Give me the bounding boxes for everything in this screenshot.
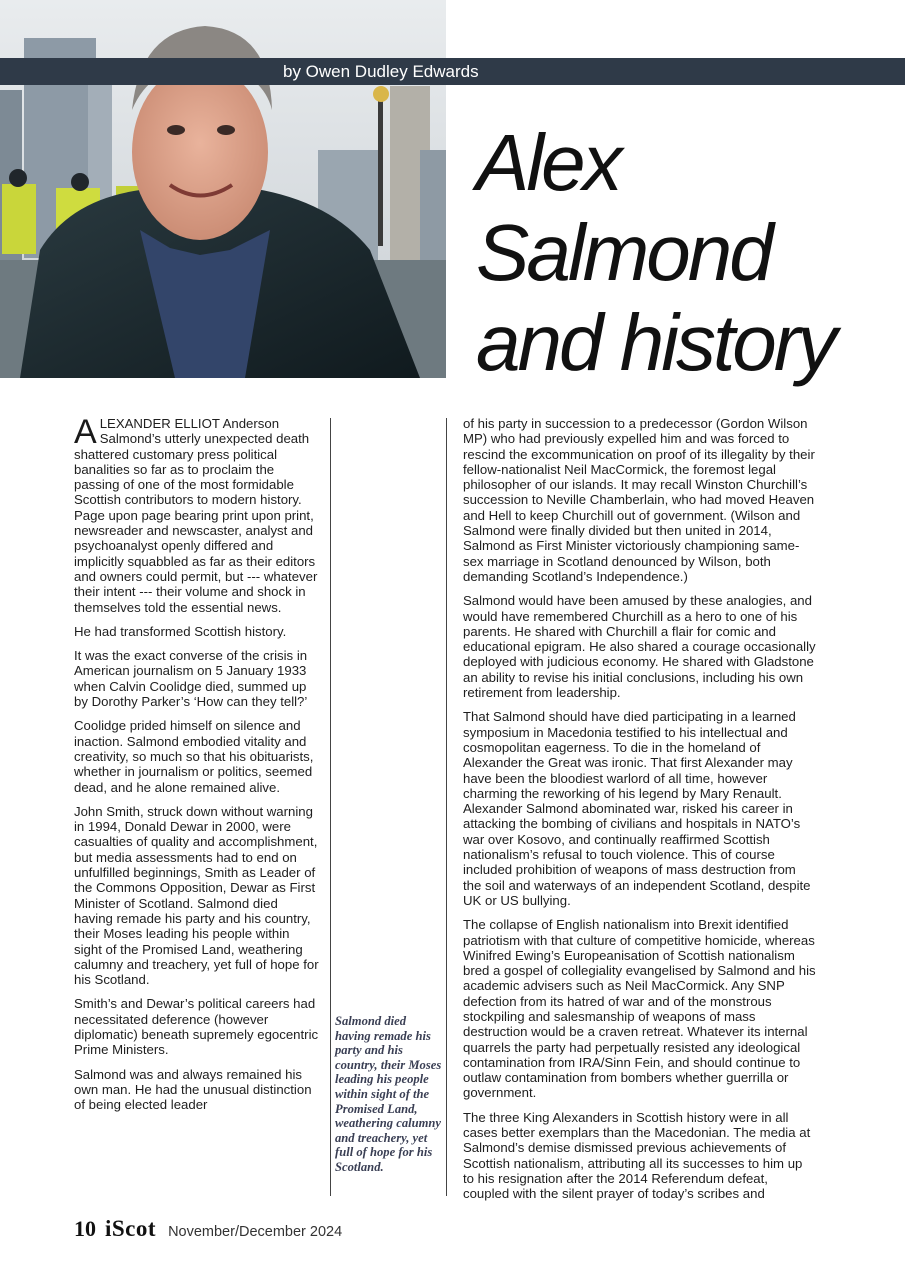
page-footer	[74, 1216, 342, 1244]
paragraph: Coolidge prided himself on silence and inaction. Salmond embodied vitality and creativity, so much so that his obituarists, whether in journalism or politics, seemed dead, and he alone remained alive.	[74, 718, 314, 795]
headline	[476, 118, 896, 388]
paragraph: He had transformed Scottish history.	[74, 623, 287, 639]
portrait-illustration	[0, 0, 446, 378]
portrait-photo	[0, 0, 446, 378]
body-column-left	[74, 413, 320, 1121]
paragraph: That Salmond should have died participating in a learned symposium in Macedonia testified to his intellectual and cosmopolitan eagerness. To die in the homeland of Alexander the Great was ironic. That first Alexander may have been the bloodiest warlord of all time, however charming the reworking of his legend by Mary Renault. Alexander Salmond abominated war, risked his career in attacking the bombing of civilians and hospitals in NATO’s war over Kosovo, and continually reaffirmed Scottish nationalism’s refusal to touch violence. This of course included prohibition of weapons of mass destruction from the soil and waterways of an independent Scotland, despite UK or US bullying.	[463, 709, 811, 908]
paragraph: Smith’s and Dewar’s political careers had necessitated deference (however diplomatic) beneath supremely egocentric Prime Ministers.	[74, 996, 319, 1058]
pull-quote: Salmond died having remade his party and his country, their Moses leading his people within sight of the Promised Land, weathering calumny and treachery, yet full of hope for his Scotland.	[335, 1014, 442, 1174]
headline-line-3: and history	[476, 298, 835, 387]
paragraph: John Smith, struck down without warning in 1994, Donald Dewar in 2000, were casualties of quality and accomplishment, but media assessments had to end on unfulfilled beginnings, Smith as Leader of the Commons Opposition, Dewar as First Minister of Scotland. Salmond died having remade his party and his country, their Moses leading his people within sight of the Promised Land, weathering calumny and treachery, yet full of hope for his Scotland.	[74, 803, 319, 988]
paragraph: Salmond was and always remained his own man. He had the unusual distinction of being elected leader	[74, 1066, 312, 1113]
headline-line-1: Alex	[476, 118, 620, 207]
issue-date: November/December 2024	[168, 1224, 343, 1240]
paragraph: of his party in succession to a predecessor (Gordon Wilson MP) who had previously expelled him and was forced to rescind the excommunication on proof of its illegality by their fellow-nationalist Neil MacCormick, the foremost legal philosopher of our islands. It may recall Winston Churchill’s succession to Neville Chamberlain, who had moved Heaven and Hell to keep Churchill out of government. (Wilson and Salmond were finally divided but then united in 2014, Salmond as First Minister victoriously championing same-sex marriage in Scotland denounced by Wilson, both demanding Scotland’s Independence.)	[463, 416, 815, 584]
column-divider	[446, 418, 447, 1196]
paragraph: The collapse of English nationalism into Brexit identified patriotism with that culture of competitive homicide, whereas Winifred Ewing’s Europeanisation of Scottish nationalism bred a gospel of collegiality evangelised by Salmond and his academic advisers such as Neil MacCormick. Any SNP defection from its hatred of war and of the monstrous stockpiling and salesmanship of weapons of mass destruction would be a craven retreat. Whatever its internal quarrels the party had perpetually resisted any ideological contamination from IRA/Sinn Fein, and should continue to outlaw contamination from bombers whether guerrilla or government.	[463, 917, 816, 1101]
headline-line-2: Salmond	[476, 208, 771, 297]
paragraph: Salmond would have been amused by these analogies, and would have remembered Churchill as a hero to one of his parents. He shared with Churchill a flair for comic and educational epigram. He also shared a courage occasionally deployed with judicious economy. He shared with Gladstone an ability to revise his initial conclusions, including his own retirement from leadership.	[463, 593, 816, 701]
magazine-logo: iScot	[105, 1216, 157, 1241]
paragraph: It was the exact converse of the crisis in American journalism on 5 January 1933 when Calvin Coolidge died, summed up by Dorothy Parker’s ‘How can they tell?’	[74, 648, 308, 710]
paragraph: The three King Alexanders in Scottish history were in all cases better exemplars than the Macedonian. The media at Salmond’s demise dismissed previous achievements of Scottish nationalism, attributing all its successes to him up to his resignation after the 2014 Referendum defeat, coupled with the silent prayer of today’s scribes and	[463, 1109, 811, 1202]
page-number: 10	[74, 1216, 96, 1241]
byline: by Owen Dudley Edwards	[283, 62, 479, 81]
column-divider	[330, 418, 331, 1196]
paragraph	[74, 413, 320, 615]
first-paragraph-text: LEXANDER ELLIOT Anderson Salmond’s utterly unexpected death shattered customary press political banalities so far as to proclaim the passing of one of the most formidable Scottish contributors to modern history. Page upon page bearing print upon print, newsreader and newscaster, analyst and psychoanalyst openly differed and implicitly squabbled as far as their editors and owners could permit, but --- whatever their intent --- their volume and shock in themselves told the essential news.	[74, 416, 318, 615]
drop-cap: A	[74, 413, 97, 451]
body-column-right	[463, 416, 817, 1211]
